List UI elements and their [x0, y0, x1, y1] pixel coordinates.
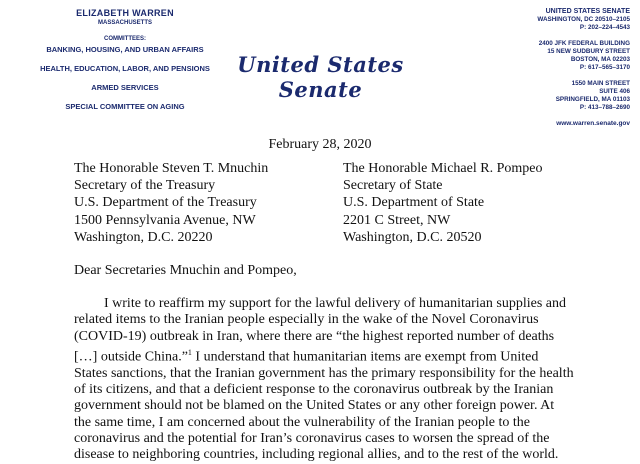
body-paragraph — [74, 296, 574, 464]
office-springfield — [470, 80, 630, 112]
salutation: Dear Secretaries Mnuchin and Pompeo, — [74, 263, 297, 278]
address-line: The Honorable Michael R. Pompeo — [343, 161, 543, 176]
senator-state: MASSACHUSETTS — [97, 20, 152, 26]
address-line: Secretary of State — [343, 178, 443, 194]
office-line: SUITE 406 — [599, 88, 630, 95]
address-line: Washington, D.C. 20220 — [74, 229, 213, 245]
address-line: Secretary of the Treasury — [74, 178, 216, 194]
address-line: Washington, D.C. 20520 — [343, 229, 482, 245]
footnote-marker[interactable]: 1 — [187, 347, 192, 357]
office-line: 1550 MAIN STREET — [571, 80, 630, 87]
committee-item: HEALTH, EDUCATION, LABOR, AND PENSIONS — [40, 64, 210, 73]
office-line: 15 NEW SUDBURY STREET — [547, 48, 630, 55]
office-line: P: 413–788–2690 — [579, 104, 630, 111]
address-line: U.S. Department of State — [343, 195, 485, 211]
office-line: UNITED STATES SENATE — [545, 8, 630, 15]
office-line: P: 617–565–3170 — [579, 64, 630, 71]
office-addresses — [470, 8, 630, 127]
office-line: 2400 JFK FEDERAL BUILDING — [538, 40, 630, 47]
senate-wordmark: United States Senate — [237, 52, 404, 102]
committee-item: ARMED SERVICES — [91, 83, 159, 92]
office-line: BOSTON, MA 02203 — [570, 56, 630, 63]
office-line: SPRINGFIELD, MA 01103 — [555, 96, 630, 103]
website-link[interactable]: www.warren.senate.gov — [556, 120, 630, 127]
committee-item: SPECIAL COMMITTEE ON AGING — [65, 102, 185, 111]
address-line: The Honorable Steven T. Mnuchin — [74, 161, 269, 176]
office-line: WASHINGTON, DC 20510–2105 — [537, 16, 630, 23]
paragraph-text-part2: I understand that humanitarian items are exempt from United States sanctions, that the Iranian government has the primary responsibility for the health of its citizens, and that a deficient response to the coronavirus outbreak by the Iranian government should not be blamed on the United States or any other foreign power. At the same time, I am concerned about the vulnerability of the Iranian people to the coronavirus and the potential for Iran’s coronavirus cases to worsen the spread of the disease to neighboring countries, including regional allies, and to the rest of the world. — [74, 349, 574, 463]
office-line: P: 202–224–4543 — [579, 24, 630, 31]
senator-name: ELIZABETH WARREN — [76, 8, 174, 18]
senator-header — [30, 8, 220, 112]
address-line: 1500 Pennsylvania Avenue, NW — [74, 212, 256, 228]
recipient-address-state — [343, 160, 542, 246]
recipient-address-treasury — [74, 160, 268, 246]
address-line: U.S. Department of the Treasury — [74, 195, 257, 211]
committees-heading: COMMITTEES: — [104, 36, 146, 42]
office-washington — [470, 8, 630, 32]
address-line: 2201 C Street, NW — [343, 212, 451, 228]
committee-item: BANKING, HOUSING, AND URBAN AFFAIRS — [46, 45, 204, 54]
paragraph-text-part1: I write to reaffirm my support for the lawful delivery of humanitarian supplies and related items to the Iranian people especially in the wake of the Novel Coronavirus (COVID-19) outbreak in Iran, where there are “the highest reported number of deaths […] outside China.” — [74, 296, 566, 365]
letter-date: February 28, 2020 — [268, 137, 372, 152]
office-boston — [470, 40, 630, 72]
